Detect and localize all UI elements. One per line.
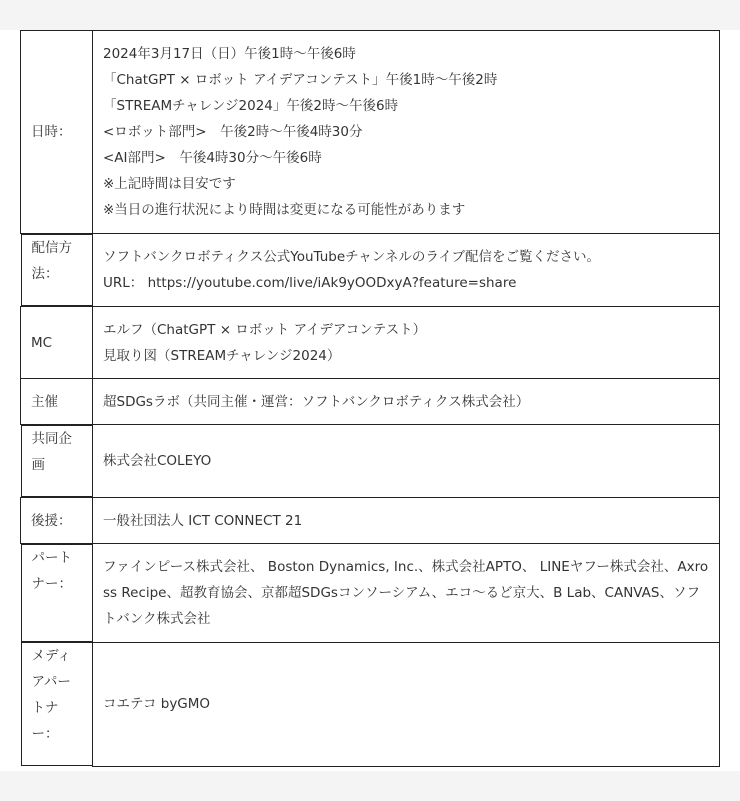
- table-row-support: [21, 498, 720, 544]
- row-value-mc: [93, 307, 720, 379]
- mc-line: 見取り図（STREAMチャレンジ2024）: [103, 347, 341, 364]
- table-row-media-partner: [21, 642, 720, 766]
- table-row-streaming: [21, 234, 720, 307]
- date-line: ※上記時間は目安です: [103, 176, 236, 192]
- table-row-co-planning: [21, 425, 720, 498]
- page-sheet: [0, 30, 740, 771]
- table-row-date: [21, 31, 720, 234]
- streaming-url-link[interactable]: URL： https://youtube.com/live/iAk9yOODxyA?feature=share: [103, 275, 517, 291]
- date-line: <ロボット部門> 午後2時～午後4時30分: [103, 124, 363, 140]
- table-row-partners: [21, 544, 720, 643]
- row-label-date: 日時：: [21, 31, 93, 234]
- organizer-line: 超SDGsラボ（共同主催・運営：ソフトバンクロボティクス株式会社）: [103, 393, 530, 410]
- partners-text: ファインピース株式会社、 Boston Dynamics, Inc.、株式会社APTO、 LINEヤフー株式会社、Axross Recipe、超教育協会、京都超SDGsコンソーシアム、エコ～るど京大、B Lab、CANVAS、ソフトバンク株式会社: [103, 558, 709, 627]
- date-line: 2024年3月17日（日）午後1時～午後6時: [103, 46, 356, 62]
- date-line: 「STREAMチャレンジ2024」午後2時～午後6時: [103, 98, 399, 114]
- table-row-organizer: [21, 379, 720, 425]
- co-planning-line: 株式会社COLEYO: [103, 453, 212, 469]
- row-value-support: [93, 498, 720, 544]
- row-label-organizer: 主催: [21, 379, 93, 425]
- event-info-table: [20, 30, 720, 767]
- row-label-partners: パートナー：: [21, 544, 93, 642]
- media-partner-line: コエテコ byGMO: [103, 696, 211, 712]
- row-label-media-partner: メディアパートナー：: [21, 642, 93, 766]
- row-value-media-partner: [93, 642, 720, 766]
- row-value-organizer: [93, 379, 720, 425]
- table-row-mc: [21, 307, 720, 379]
- row-label-mc: MC: [21, 307, 93, 379]
- date-line: <AI部門> 午後4時30分～午後6時: [103, 150, 322, 166]
- support-line: 一般社団法人 ICT CONNECT 21: [103, 512, 303, 529]
- row-value-date: [93, 31, 720, 234]
- date-line: ※当日の進行状況により時間は変更になる可能性があります: [103, 202, 466, 218]
- row-label-co-planning: 共同企画: [21, 425, 93, 497]
- row-value-streaming: [93, 234, 720, 307]
- row-label-streaming: 配信方法：: [21, 234, 93, 306]
- row-value-co-planning: [93, 425, 720, 498]
- date-line: 「ChatGPT × ロボット アイデアコンテスト」午後1時～午後2時: [103, 72, 498, 88]
- row-value-partners: [93, 544, 720, 643]
- mc-line: エルフ（ChatGPT × ロボット アイデアコンテスト）: [103, 321, 427, 338]
- row-label-support: 後援：: [21, 498, 93, 544]
- streaming-note: ソフトバンクロボティクス公式YouTubeチャンネルのライブ配信をご覧ください。: [103, 249, 601, 265]
